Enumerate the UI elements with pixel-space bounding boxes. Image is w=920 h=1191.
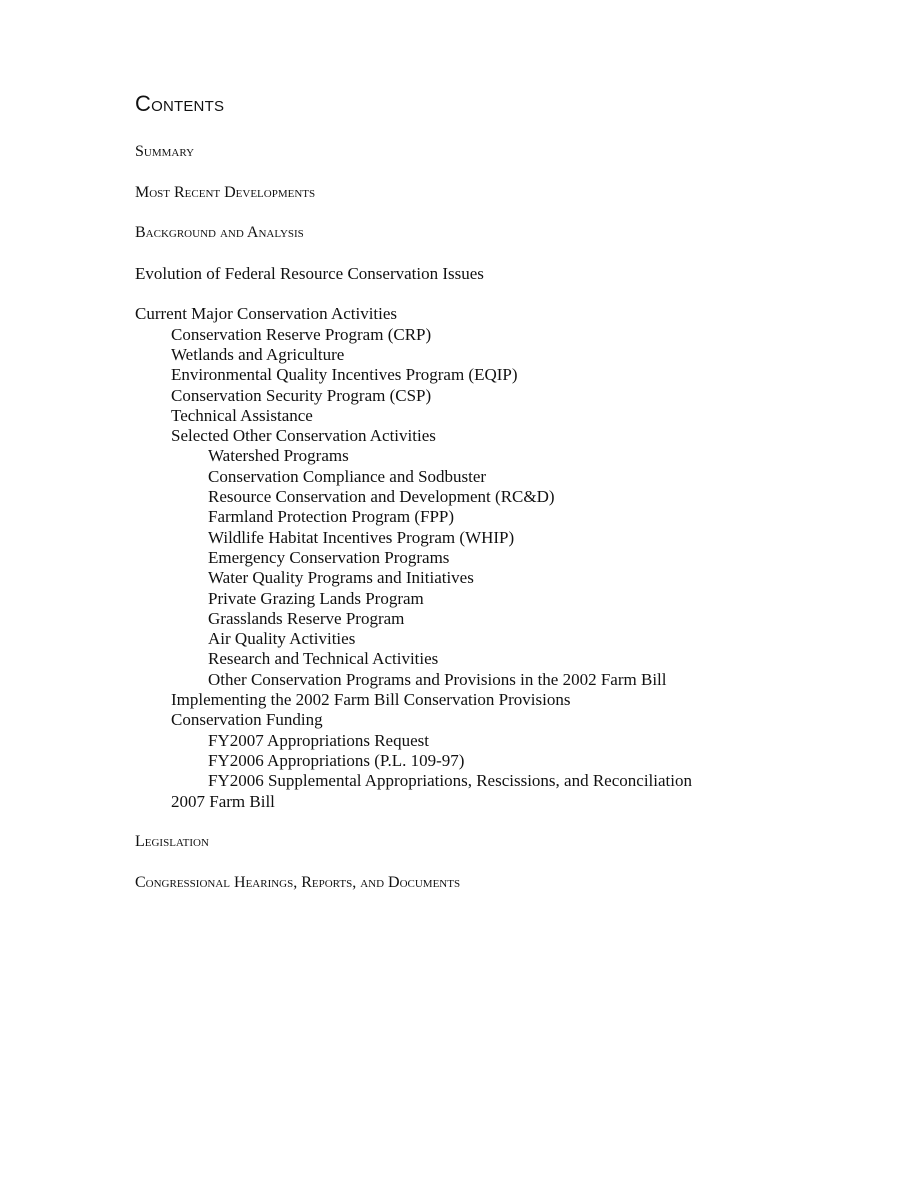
toc-entry-water-quality[interactable]: Water Quality Programs and Initiatives bbox=[208, 568, 474, 588]
toc-entry-background-and-analysis[interactable]: Background and Analysis bbox=[135, 224, 304, 242]
toc-entry-current-major-activities[interactable]: Current Major Conservation Activities bbox=[135, 304, 398, 324]
toc-spacer bbox=[135, 284, 855, 304]
toc-entry-crp[interactable]: Conservation Reserve Program (CRP) bbox=[171, 324, 432, 344]
toc-entry-watershed-programs[interactable]: Watershed Programs bbox=[208, 446, 349, 466]
toc-entry-most-recent-developments[interactable]: Most Recent Developments bbox=[135, 183, 316, 201]
toc-spacer bbox=[135, 812, 855, 832]
toc-entry-fy2006-supplemental[interactable]: FY2006 Supplemental Appropriations, Rescissions, and Reconciliation bbox=[208, 771, 692, 791]
toc-entry-fpp[interactable]: Farmland Protection Program (FPP) bbox=[208, 507, 455, 527]
toc-entry-emergency-programs[interactable]: Emergency Conservation Programs bbox=[208, 547, 450, 567]
toc-entry-research-technical[interactable]: Research and Technical Activities bbox=[208, 649, 439, 669]
toc-spacer bbox=[135, 243, 855, 263]
toc-entry-fy2007-request[interactable]: FY2007 Appropriations Request bbox=[208, 730, 429, 750]
toc-spacer bbox=[135, 852, 855, 872]
toc-entry-eqip[interactable]: Environmental Quality Incentives Program (EQIP) bbox=[171, 365, 518, 385]
toc-entry-summary[interactable]: Summary bbox=[135, 143, 195, 160]
toc-entry-evolution[interactable]: Evolution of Federal Resource Conservation Issues bbox=[135, 263, 484, 283]
toc-entry-whip[interactable]: Wildlife Habitat Incentives Program (WHIP) bbox=[208, 527, 515, 547]
toc-entry-fy2006-appropriations[interactable]: FY2006 Appropriations (P.L. 109-97) bbox=[208, 750, 465, 770]
toc-entry-other-2002-farm-bill[interactable]: Other Conservation Programs and Provisions in the 2002 Farm Bill bbox=[208, 669, 667, 689]
toc-entry-legislation[interactable]: Legislation bbox=[135, 833, 209, 851]
toc-entry-congressional-hearings[interactable]: Congressional Hearings, Reports, and Documents bbox=[135, 873, 461, 891]
toc-entry-grasslands-reserve[interactable]: Grasslands Reserve Program bbox=[208, 608, 405, 628]
toc-entry-grazing-lands[interactable]: Private Grazing Lands Program bbox=[208, 588, 424, 608]
page-title: Contents bbox=[135, 91, 225, 116]
toc-entry-wetlands[interactable]: Wetlands and Agriculture bbox=[171, 344, 345, 364]
toc-entry-conservation-funding[interactable]: Conservation Funding bbox=[171, 710, 323, 730]
toc-entry-compliance-sodbuster[interactable]: Conservation Compliance and Sodbuster bbox=[208, 466, 487, 486]
toc-entry-rcd[interactable]: Resource Conservation and Development (RC&D) bbox=[208, 487, 555, 507]
toc-spacer bbox=[135, 203, 855, 223]
table-of-contents bbox=[135, 142, 855, 893]
toc-entry-2007-farm-bill[interactable]: 2007 Farm Bill bbox=[171, 791, 275, 811]
toc-entry-air-quality[interactable]: Air Quality Activities bbox=[208, 629, 356, 649]
toc-spacer bbox=[135, 162, 855, 182]
toc-entry-implementing-2002[interactable]: Implementing the 2002 Farm Bill Conservation Provisions bbox=[171, 690, 571, 710]
toc-entry-technical-assistance[interactable]: Technical Assistance bbox=[171, 405, 313, 425]
toc-entry-selected-other-activities[interactable]: Selected Other Conservation Activities bbox=[171, 426, 436, 446]
toc-entry-csp[interactable]: Conservation Security Program (CSP) bbox=[171, 385, 432, 405]
